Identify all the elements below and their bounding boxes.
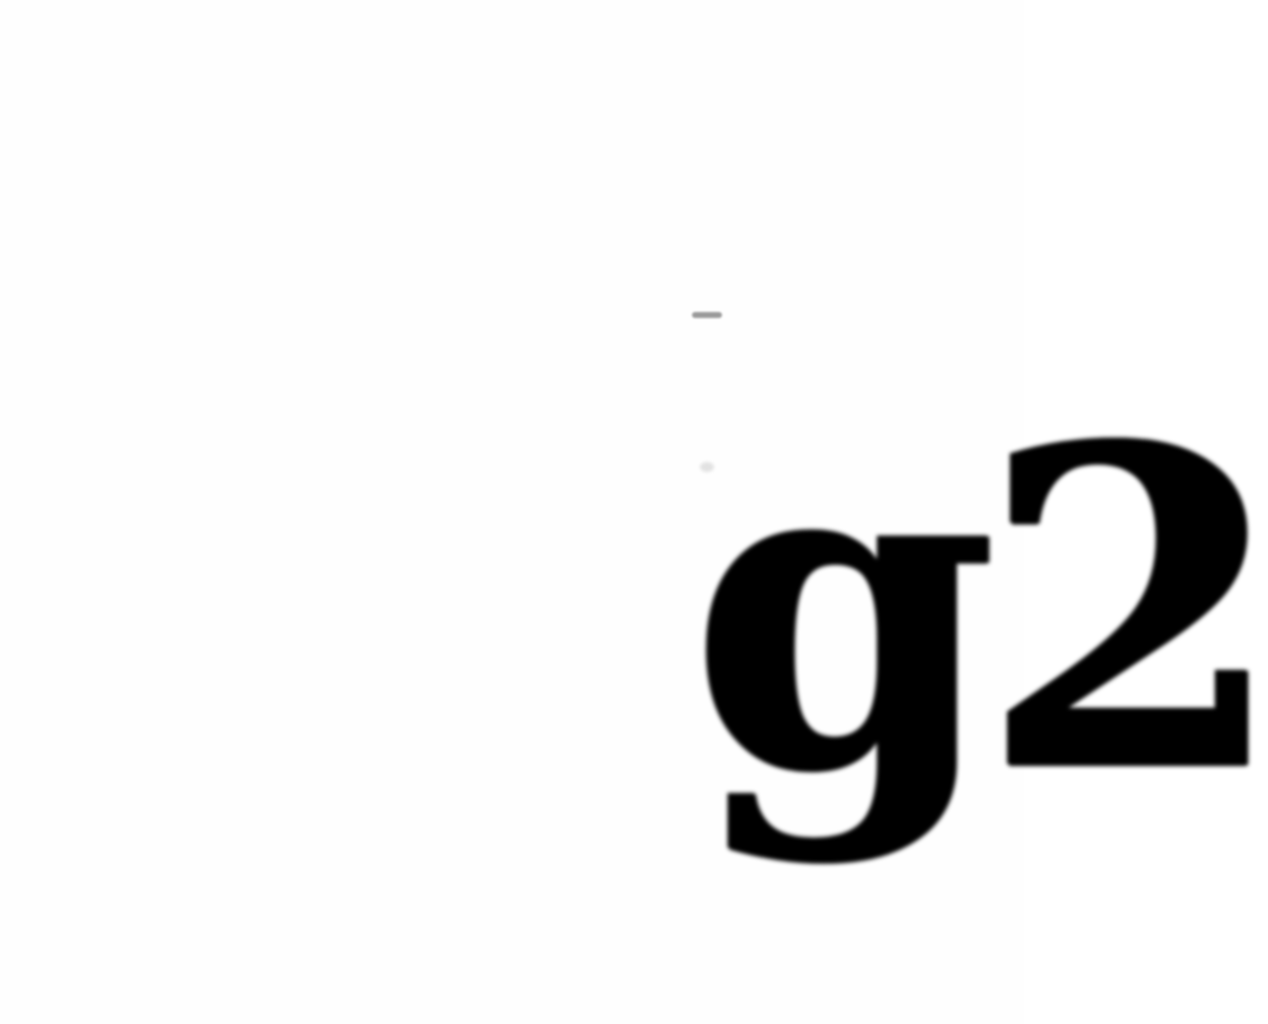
ink-speck [692,312,722,318]
cropped-printed-text: g2 [690,351,1268,868]
